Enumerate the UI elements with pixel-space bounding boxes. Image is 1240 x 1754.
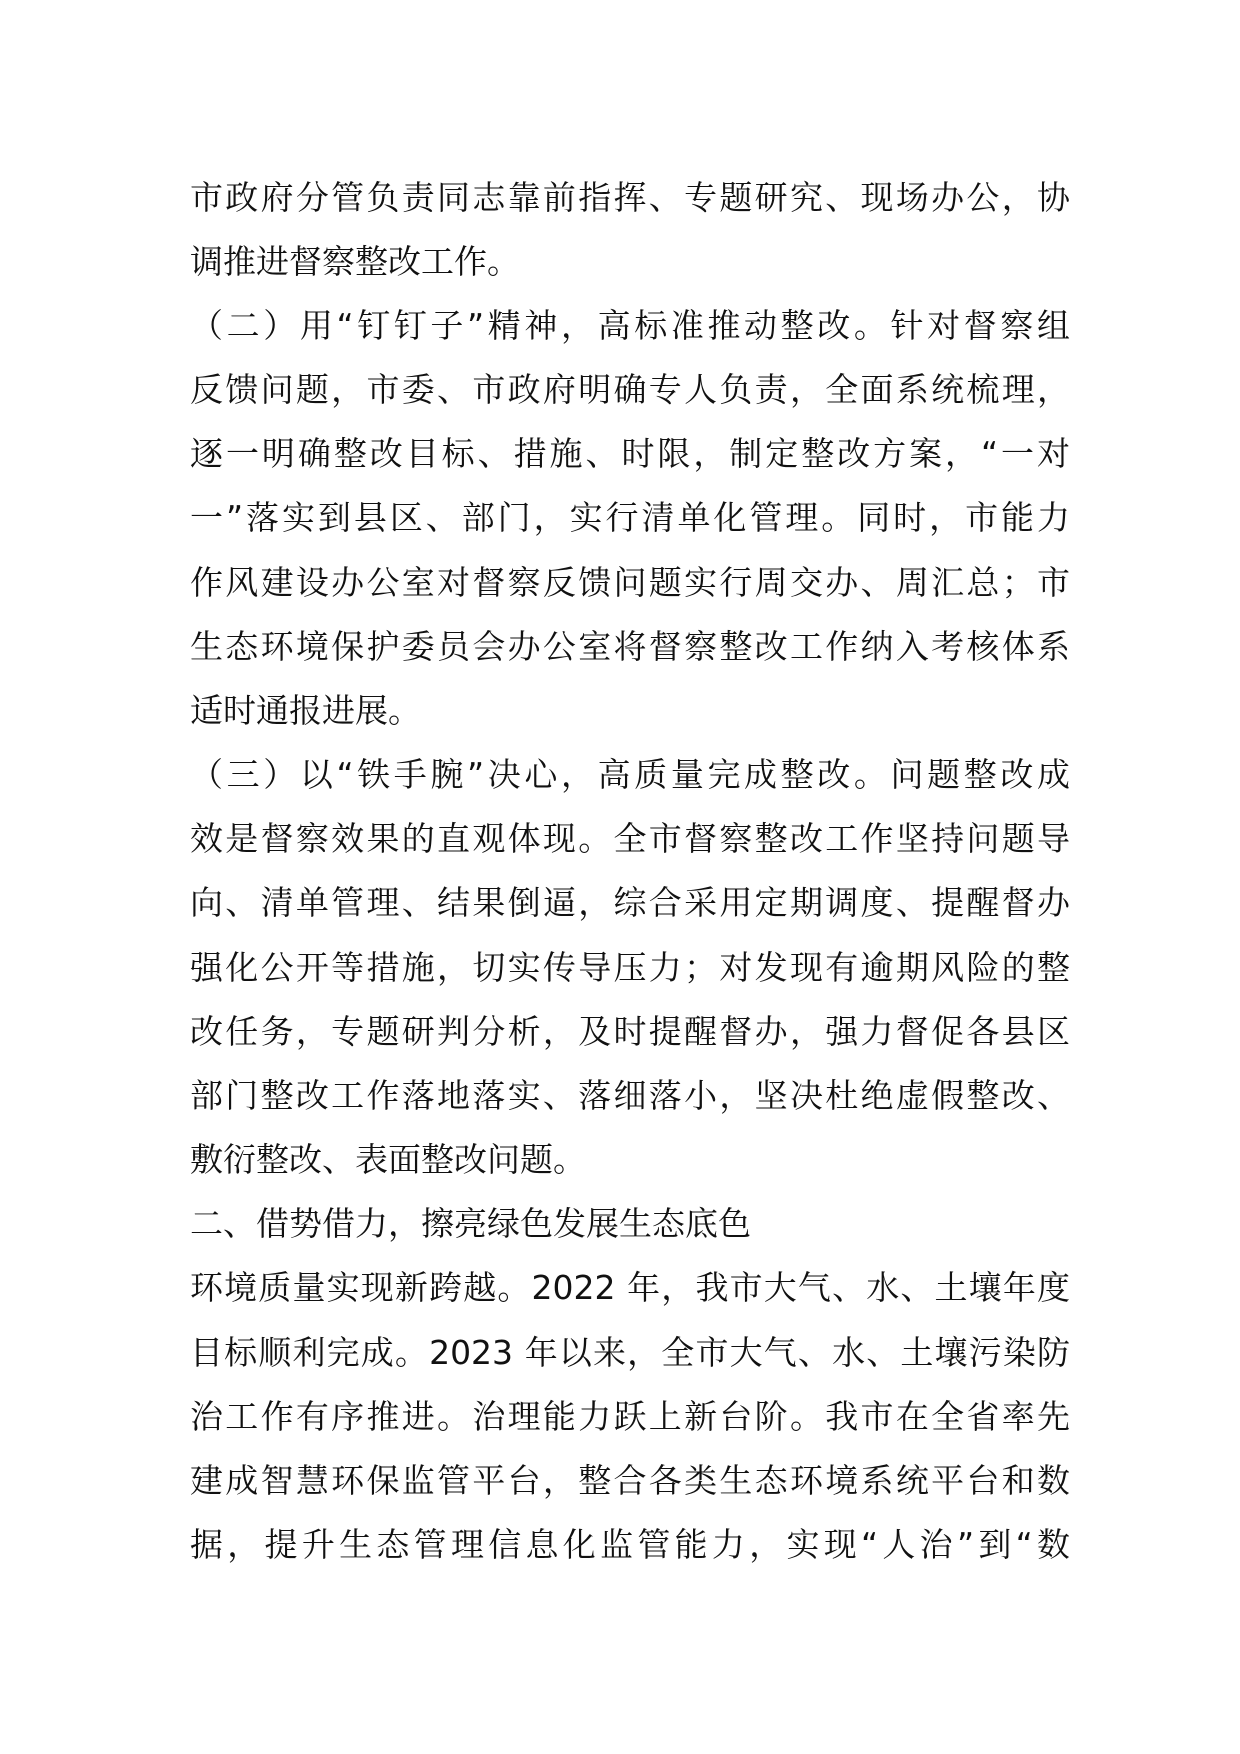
text-line: 环境质量实现新跨越。2022 年，我市大气、水、土壤年度 <box>190 1268 1070 1307</box>
text-line: 治工作有序推进。治理能力跃上新台阶。我市在全省率先 <box>190 1397 1070 1436</box>
text-line: 部门整改工作落地落实、落细落小，坚决杜绝虚假整改、 <box>190 1076 1070 1115</box>
text-line: 目标顺利完成。2023 年以来，全市大气、水、土壤污染防 <box>190 1333 1070 1372</box>
text-line: 建成智慧环保监管平台，整合各类生态环境系统平台和数 <box>190 1461 1070 1500</box>
text-line: 强化公开等措施，切实传导压力；对发现有逾期风险的整 <box>190 948 1070 987</box>
text-line: 一”落实到县区、部门，实行清单化管理。同时，市能力 <box>190 498 1070 537</box>
text-line: 向、清单管理、结果倒逼，综合采用定期调度、提醒督办 <box>190 883 1070 922</box>
text-line: 反馈问题，市委、市政府明确专人负责，全面系统梳理， <box>190 370 1070 409</box>
text-line: 生态环境保护委员会办公室将督察整改工作纳入考核体系 <box>190 627 1070 666</box>
text-line: （三）以“铁手腕”决心，高质量完成整改。问题整改成 <box>190 755 1070 794</box>
text-line: 适时通报进展。 <box>190 691 421 730</box>
text-line: 据，提升生态管理信息化监管能力，实现“人治”到“数 <box>190 1525 1070 1564</box>
text-line: 市政府分管负责同志靠前指挥、专题研究、现场办公，协 <box>190 178 1070 217</box>
text-line: （二）用“钉钉子”精神，高标准推动整改。针对督察组 <box>190 306 1070 345</box>
text-line: 作风建设办公室对督察反馈问题实行周交办、周汇总；市 <box>190 563 1070 602</box>
text-line: 调推进督察整改工作。 <box>190 242 520 281</box>
text-line: 敷衍整改、表面整改问题。 <box>190 1140 586 1179</box>
section-heading: 二、借势借力，擦亮绿色发展生态底色 <box>190 1204 751 1243</box>
text-line: 改任务，专题研判分析，及时提醒督办，强力督促各县区 <box>190 1012 1070 1051</box>
text-line: 效是督察效果的直观体现。全市督察整改工作坚持问题导 <box>190 819 1070 858</box>
text-line: 逐一明确整改目标、措施、时限，制定整改方案，“一对 <box>190 434 1070 473</box>
